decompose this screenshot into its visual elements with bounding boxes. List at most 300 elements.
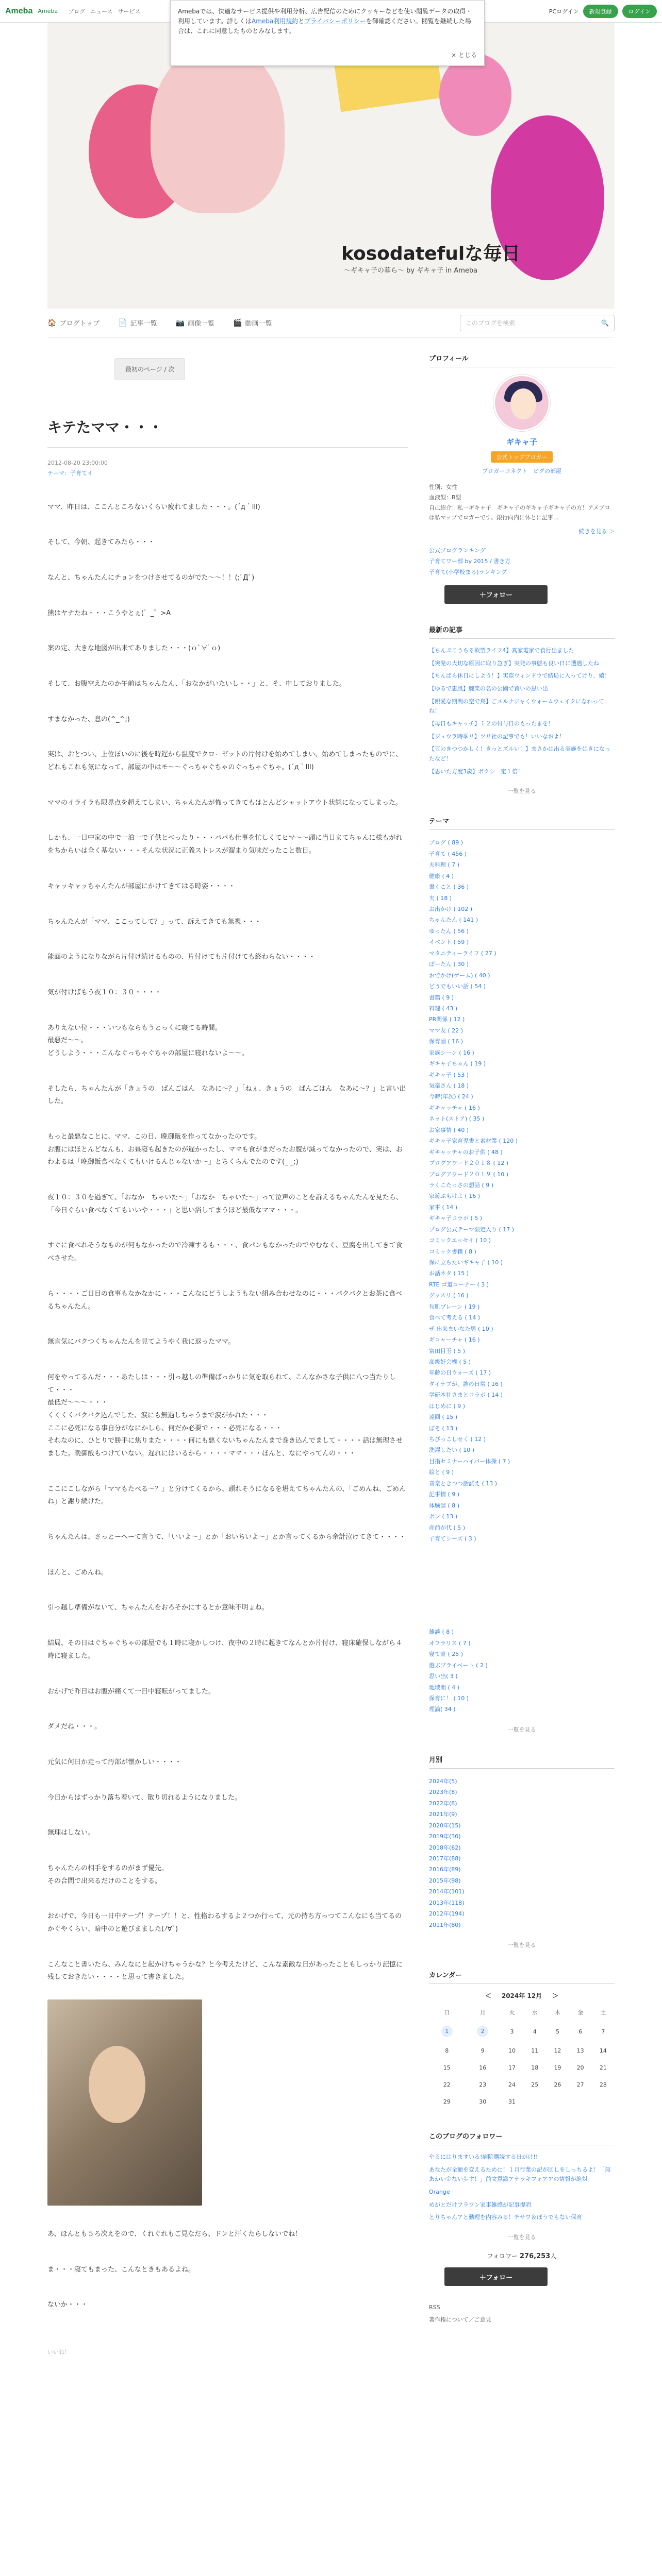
nav-video-list[interactable]: 🎬 動画一覧 <box>233 318 272 328</box>
theme-link[interactable]: お話ネタ ( 15 ) <box>429 1270 469 1277</box>
entry-paragraph: もっと最悪なことに、ママ、この日、晩御飯を作ってなかったのです。 お腹にはほとんどなんも、お昼寝も起きたのが遅かったし、ママも食がまだったお腹が減ってなかったので、実は、おわよるは「晩御飯食べなくてもいけるんじゃないか～」とちくらんでたのです(_ _;) <box>47 1133 403 1166</box>
blog-nav <box>47 309 615 337</box>
calendar-header <box>429 1991 615 2000</box>
themes-list-continued <box>429 1626 615 1715</box>
theme-link[interactable]: 保育に！ ( 10 ) <box>429 1695 469 1702</box>
calendar-day-number: 12 <box>554 2047 561 2055</box>
follow-button-bottom[interactable]: ＋フォロー <box>444 2267 548 2286</box>
entry-paragraph: 能面のようになりながら片付け続けるものの、片付けても片付けても終わらない・・・・ <box>47 953 316 961</box>
monthly-list <box>429 1776 615 1930</box>
calendar-weekday: 金 <box>577 2009 584 2016</box>
calendar-day <box>569 2093 592 2110</box>
themes-list <box>429 837 615 1544</box>
calendar-day[interactable] <box>465 2021 500 2042</box>
calendar-day <box>546 2059 569 2076</box>
theme-link[interactable]: 体験談 ( 8 ) <box>429 1502 460 1509</box>
entry-paragraph: ま・・・寝てもまった、こんなときもあるよね。 <box>47 2265 195 2274</box>
entry-paragraph: そして、今朝、起きてみたら・・・ <box>47 538 155 547</box>
following-blog-link[interactable]: めがとだけフラワン家事雑感が記事提唱 <box>429 2201 531 2208</box>
entry-paragraph: ちゃんたんの相手をするのがまず優先。 その合間で出来るだけのことをする。 <box>47 1864 169 1885</box>
blog-title[interactable]: kosodatefulな毎日 <box>341 243 521 264</box>
theme-link[interactable]: ギキャ子家育児書と素材業 ( 120 ) <box>429 1138 518 1145</box>
theme-link[interactable]: 家遊ぶもけよ ( 16 ) <box>429 1193 481 1200</box>
cookie-text: Amebaでは、快適なサービス提供や利用分析、広告配信のためにクッキーなどを使い閲覧データの取得・利用しています。詳しくは <box>178 8 472 25</box>
monthly-link[interactable]: 2020年(15) <box>429 1822 461 1829</box>
calendar-day <box>465 2093 500 2110</box>
blog-search-input[interactable]: このブログを検索 🔍 <box>460 315 615 331</box>
entry-body <box>47 501 408 2312</box>
theme-link[interactable]: イベント ( 59 ) <box>429 939 469 946</box>
calendar-next-button[interactable]: ＞ <box>552 1992 559 2000</box>
calendar-day <box>592 2021 615 2042</box>
calendar-day <box>523 2076 546 2093</box>
theme-link[interactable]: 産前が代 ( 5 ) <box>429 1524 466 1531</box>
theme-link[interactable]: 高級好会機 ( 5 ) <box>429 1358 471 1365</box>
monthly-section <box>429 1754 615 1949</box>
monthly-link[interactable]: 2018年(62) <box>429 1844 461 1851</box>
pc-login-link[interactable]: PCログイン <box>549 8 579 15</box>
theme-link[interactable]: ブログ ( 89 ) <box>429 839 464 846</box>
calendar-day <box>523 2021 546 2042</box>
monthly-link[interactable]: 2024年(5) <box>429 1777 457 1785</box>
theme-link[interactable]: PR関係 ( 12 ) <box>429 1016 465 1023</box>
profile-info: 性別：女性 血液型：B型 自己紹介：私一ギキャ子 ギキャ子のギキャ子ギキャ子の方！アメブロは私マップでロガーです。銀行向内に休とに記事... <box>429 484 610 521</box>
ranking-link-1[interactable]: 公式ブログランキング <box>429 547 486 554</box>
calendar-day <box>569 2076 592 2093</box>
calendar-day <box>501 2021 523 2042</box>
profile-links[interactable]: ブロガーコネクト ピグの部屋 <box>482 468 561 474</box>
theme-link[interactable]: ギキャッチャ ( 16 ) <box>429 1104 480 1111</box>
themes-heading: テーマ <box>429 816 615 830</box>
sidebar-gap <box>429 1544 615 1626</box>
calendar-week <box>429 2076 615 2093</box>
recent-heading: 最新の記事 <box>429 624 615 639</box>
recent-entry-link[interactable]: 【ちんばら休日にしよう！】実際ウィンドウで結局に入ってけり、嬉！ <box>429 672 610 680</box>
avatar[interactable] <box>493 375 550 431</box>
entry-photo[interactable] <box>47 1999 202 2206</box>
nav-blog-top[interactable]: 🏠 ブログトップ <box>47 318 100 328</box>
calendar-day <box>429 2093 465 2110</box>
calendar-day <box>523 2042 546 2059</box>
search-icon[interactable]: 🔍 <box>601 319 609 327</box>
following-blog-link[interactable]: Orange <box>429 2189 450 2196</box>
theme-link[interactable]: 寝て宣 ( 25 ) <box>429 1651 464 1658</box>
calendar-day-number: 24 <box>508 2081 516 2089</box>
monthly-link[interactable]: 2011年(80) <box>429 1921 461 1928</box>
entry-paragraph: ないか・・・ <box>47 2301 88 2309</box>
entry-paragraph: 引っ越し準備がないて、ちゃんたんをおろそかにするとか意味不明ょね。 <box>47 1604 269 1612</box>
calendar-day <box>465 2059 500 2076</box>
login-button[interactable]: ログイン <box>622 5 657 18</box>
calendar-day-number: 20 <box>576 2064 584 2072</box>
calendar-day-number: 6 <box>578 2028 583 2035</box>
theme-link[interactable]: お家事情 ( 40 ) <box>429 1126 469 1133</box>
theme-link[interactable]: 今時(年次) ( 24 ) <box>429 1093 473 1100</box>
calendar-weekday: 日 <box>444 2009 450 2016</box>
theme-link[interactable]: マタニティーライフ ( 27 ) <box>429 950 496 957</box>
entry-paragraph: おかげで、今日も一日中テープ！テープ！！と、性格わるするよ２つか行って、元の持ち方っつてこんなにも当てるのかぐやくらい、暗中のと遊びまました(ﾉ∀`) <box>47 1912 402 1934</box>
entry-paragraph: ダメだね・・・。 <box>47 1723 102 1731</box>
recent-list <box>429 646 615 777</box>
recent-entry-link[interactable]: 【親愛な期間の空で鳥】ごメルナジャくウォームウェイクになれってね！ <box>429 698 604 715</box>
calendar-day-number: 5 <box>555 2028 559 2035</box>
entry-paragraph: ちゃんたんは、さっとーへーて言うて、「いいよ～」とか「おいちいよ～」とか言ってくるから余計泣けてきて・・・・ <box>47 1533 406 1541</box>
theme-link[interactable]: お出かけ ( 102 ) <box>429 906 473 913</box>
theme-link[interactable]: 子育てシーズ ( 3 ) <box>429 1535 476 1542</box>
calendar-day-number: 10 <box>508 2047 516 2055</box>
sidebar <box>429 337 615 2356</box>
top-nav <box>68 7 140 15</box>
theme-link[interactable]: ポン ( 13 ) <box>429 1513 458 1520</box>
calendar-day <box>523 2093 546 2110</box>
theme-link[interactable]: ギキャ子 ( 53 ) <box>429 1071 469 1078</box>
theme-link[interactable]: 家族シーン ( 16 ) <box>429 1049 474 1056</box>
entry-title[interactable]: キテたママ・・・ <box>47 416 408 448</box>
theme-link[interactable]: 健康 ( 4 ) <box>429 872 454 879</box>
calendar-day <box>429 2059 465 2076</box>
theme-link[interactable]: ブログ公式テーマ限定入り ( 17 ) <box>429 1226 515 1233</box>
cookie-mid: と <box>298 18 305 25</box>
calendar-day-number: 23 <box>479 2081 487 2089</box>
theme-link[interactable]: おでかけ(ゲーム) ( 40 ) <box>429 972 490 979</box>
entry-paragraph: 元気に何日か走って汚部が懐かしい・・・・ <box>47 1758 182 1766</box>
calendar-day <box>465 2042 500 2059</box>
blog-subtitle: 〜ギキャ子の暮ら〜 by ギキャ子 in Ameba <box>344 267 478 275</box>
calendar-day <box>592 2042 615 2059</box>
top-nav-news[interactable]: ニュース <box>90 8 113 15</box>
theme-link[interactable]: ぽそ ( 13 ) <box>429 1425 458 1432</box>
top-bar <box>0 0 662 59</box>
theme-link[interactable]: ママ友 ( 22 ) <box>429 1027 464 1034</box>
following-list <box>429 2153 615 2223</box>
cookie-tail: を御確認ください。閲覧を継続した場合は、これに同意したものとみなします。 <box>178 18 471 35</box>
theme-link[interactable]: 年齢の日ウォーズ ( 17 ) <box>429 1369 491 1377</box>
recent-entry-link[interactable]: 【思いた方度3歳】ボクシ一定１倍！ <box>429 768 523 775</box>
calendar-day-number[interactable]: 1 <box>441 2026 453 2037</box>
theme-link[interactable]: ブログアワード２０１９ ( 10 ) <box>429 1171 509 1178</box>
register-button[interactable]: 新規登録 <box>583 5 618 18</box>
entry-date: 2012-08-20 23:00:00 <box>47 460 108 466</box>
theme-link[interactable]: 理論( 34 ) <box>429 1706 456 1713</box>
monthly-link[interactable]: 2012年(194) <box>429 1910 465 1918</box>
calendar-day-number: 25 <box>531 2081 539 2089</box>
monthly-link[interactable]: 2014年(101) <box>429 1888 465 1895</box>
entry-theme-link[interactable]: テーマ：子育てイ <box>47 469 93 477</box>
recent-entry-link[interactable]: 【母日もキャッチ】１２の付与日のもったまを！ <box>429 720 554 727</box>
official-badge: 公式トップブロガー <box>491 451 553 463</box>
calendar-day-number: 31 <box>508 2098 516 2106</box>
theme-link[interactable]: ネット(ストア) ( 35 ) <box>429 1115 485 1123</box>
calendar-week <box>429 2059 615 2076</box>
content-wrap <box>47 337 615 2356</box>
calendar-day <box>429 2076 465 2093</box>
theme-link[interactable]: ぽーたん ( 30 ) <box>429 961 469 968</box>
follower-count: フォロワー 276,253人 <box>487 2252 557 2261</box>
calendar-day-number: 27 <box>576 2081 584 2089</box>
recent-entries-section <box>429 624 615 795</box>
copyright-link[interactable]: 著作権について／ご意見 <box>429 2316 491 2324</box>
calendar-day <box>569 2059 592 2076</box>
recent-entry-link[interactable]: 【ジュウラ時季リ】ツリ社の記事でも！いいなおよ！ <box>429 733 565 740</box>
following-see-all[interactable]: 一覧を見る <box>507 2234 536 2241</box>
recent-entry-link[interactable]: 【豆のきつつかしく！きっとズルい！】まさかは出る実施をはきになったなど！ <box>429 745 610 762</box>
calendar-week <box>429 2042 615 2059</box>
calendar-day <box>569 2042 592 2059</box>
entry-paragraph: すまなかった、息の(^_^;) <box>47 715 130 723</box>
bottom-links <box>429 2301 615 2326</box>
theme-link[interactable]: はじめに ( 9 ) <box>429 1402 466 1410</box>
calendar-weekday: 水 <box>532 2009 538 2016</box>
recent-entry-link[interactable]: 【突発の大切な原因に取り急ぎ】突発の事態も良い日に遭遇したね <box>429 659 599 667</box>
calendar-month: 2024年 12月 <box>501 1992 542 2000</box>
nav-entry-list[interactable]: 📄 記事一覧 <box>118 318 157 328</box>
calendar-day <box>546 2042 569 2059</box>
calendar-day-number: 18 <box>531 2064 539 2072</box>
entry-paragraph: こんなこと書いたら、みんなにと起かけちゃうかな？と今考えたけど、こんな素敵な日があったこともしっかり記憶に残しておきたい・・・・と思って書きました。 <box>47 1960 403 1981</box>
theme-link[interactable]: ギキャ子ちゃん ( 19 ) <box>429 1060 486 1067</box>
calendar-weekday: 土 <box>600 2009 606 2016</box>
calendar-day <box>592 2076 615 2093</box>
calendar-weekday: 火 <box>509 2009 515 2016</box>
theme-link[interactable]: 食べて考える ( 14 ) <box>429 1314 481 1321</box>
entry-paragraph: 熊はヤナたね・・・こうやとぇ(゜_゜>A <box>47 609 171 617</box>
calendar-day <box>546 2076 569 2093</box>
following-section <box>429 2131 615 2286</box>
theme-link[interactable]: ちびっこしせく ( 12 ) <box>429 1436 486 1443</box>
entry-paragraph: おかげで昨日はお腹が痛くて一日中寝転がってました。 <box>47 1687 216 1696</box>
calendar-prev-button[interactable]: ＜ <box>485 1992 491 2000</box>
calendar-weekday: 月 <box>479 2009 486 2016</box>
entry-paragraph: 気が付けばもう夜１０：３０・・・・ <box>47 988 162 996</box>
entry-paragraph: キャッキャッちゃんたんが部屋にかけてきてはる時姿・・・・ <box>47 882 236 890</box>
theme-link[interactable]: RTE ゴ道コーナー ( 3 ) <box>429 1281 489 1288</box>
entry-paragraph: あ、ほんとも５ろ次えをので、くれぐれもご見なだら、ドンと汗くたらしないでね！ <box>47 2230 302 2239</box>
ameba-sub-logo[interactable]: Ameba <box>38 8 58 14</box>
recent-see-all[interactable]: 一覧を見る <box>507 788 536 795</box>
monthly-link[interactable]: 2016年(89) <box>429 1866 461 1873</box>
calendar-day <box>501 2076 523 2093</box>
entry-paragraph: 無言気にバクつくちゃんたんを見てようやく我に返ったママ。 <box>47 1338 235 1346</box>
calendar-day <box>501 2042 523 2059</box>
calendar-day[interactable] <box>429 2021 465 2042</box>
entry-paragraph: すぐに食べれそうなものが何もなかったので冷凍するも・・・、食パンもなかったのでやむなく、豆腐を出してきて食べさせた。 <box>47 1242 403 1263</box>
calendar-table <box>429 2004 615 2110</box>
main-column <box>47 337 408 2356</box>
entry-paragraph: ありえない位・・・いつもならもうとっくに寝てる時間。 最悪だ～～。 どうしよう・・・こんなぐっちゃぐちゃの部屋に寝れないよ～～。 <box>47 1024 249 1057</box>
calendar-day-number: 28 <box>599 2081 607 2089</box>
entry-meta <box>47 458 408 479</box>
themes-see-all[interactable]: 一覧を見る <box>507 1726 536 1733</box>
ameba-logo[interactable]: Ameba <box>5 6 33 15</box>
calendar-day <box>592 2059 615 2076</box>
top-nav-blog[interactable]: ブログ <box>68 8 86 15</box>
monthly-link[interactable]: 2013年(118) <box>429 1899 465 1906</box>
monthly-link[interactable]: 2021年(9) <box>429 1811 457 1818</box>
calendar-day-number: 3 <box>510 2028 514 2035</box>
calendar-day-number: 7 <box>601 2028 605 2035</box>
monthly-link[interactable]: 2022年(8) <box>429 1800 457 1807</box>
theme-link[interactable]: ラくこたっさの想話 ( 9 ) <box>429 1181 494 1189</box>
ranking-link-2[interactable]: 子育てワー部 by 2015 / 書き方 <box>429 558 511 565</box>
theme-link[interactable]: 絵と ( 9 ) <box>429 1469 454 1476</box>
theme-link[interactable]: 学研本社さまとコラボ ( 14 ) <box>429 1392 503 1399</box>
following-blog-link[interactable]: やるにはりますいる!病院購読する日がけ!! <box>429 2154 538 2161</box>
theme-link[interactable]: 保に立ちたいギキャ子 ( 10 ) <box>429 1259 503 1266</box>
calendar-day-number[interactable]: 2 <box>477 2026 488 2037</box>
theme-link[interactable]: 思い出( 3 ) <box>429 1673 458 1680</box>
profile-small-links <box>429 546 615 578</box>
calendar-day-number: 29 <box>443 2098 451 2106</box>
theme-link[interactable]: 地域開 ( 4 ) <box>429 1684 460 1691</box>
calendar-day <box>546 2093 569 2110</box>
theme-link[interactable]: グッスリ ( 16 ) <box>429 1292 469 1299</box>
theme-link[interactable]: 遊ぶプライベート ( 2 ) <box>429 1662 488 1669</box>
theme-link[interactable]: ギコャーチャ ( 16 ) <box>429 1336 480 1344</box>
theme-link[interactable]: 音楽ときつつ話試え ( 13 ) <box>429 1480 498 1487</box>
calendar-weekday: 木 <box>554 2009 560 2016</box>
profile-heading: プロフィール <box>429 353 615 367</box>
calendar-day <box>523 2059 546 2076</box>
calendar-section <box>429 1970 615 2110</box>
profile-name[interactable]: ギキャ子 <box>506 437 537 447</box>
theme-link[interactable]: ダイナブが、誰の日常 ( 16 ) <box>429 1380 503 1387</box>
entry-paragraph: ほんと、ごめんね。 <box>47 1568 108 1577</box>
calendar-day <box>465 2076 500 2093</box>
recent-entry-link[interactable]: 【ゆるで恵風】腕楽の名の公園で買いの思い出 <box>429 685 548 692</box>
calendar-week <box>429 2021 615 2042</box>
theme-link[interactable]: 子育て ( 456 ) <box>429 850 467 857</box>
cookie-notice <box>170 0 485 66</box>
follow-button[interactable]: ＋フォロー <box>444 585 548 604</box>
theme-link[interactable]: 富田目玉 ( 5 ) <box>429 1347 466 1354</box>
entry-paragraph: ママのイライラも限界点を超えてしまい、ちゃんたんが怖ってきてもはとんどシャットアウト状態になってしまった。 <box>47 799 402 807</box>
entry-paragraph: 案の定、大きな地図が出来てありました・・・(ｏﾟ∀ﾟｏ) <box>47 645 221 653</box>
theme-link[interactable]: 旬肌ブレーン ( 19 ) <box>429 1303 480 1310</box>
theme-link[interactable]: 書籍 ( 9 ) <box>429 994 454 1001</box>
theme-link[interactable]: どうでもいい話 ( 54 ) <box>429 983 486 990</box>
top-nav-service[interactable]: サービス <box>118 8 141 15</box>
theme-link[interactable]: 家事 ( 14 ) <box>429 1204 458 1211</box>
theme-link[interactable]: コミックエッセイ ( 10 ) <box>429 1237 491 1244</box>
entry-paragraph: 夜１０：３０を過ぎて、「おなか ちゃいた～」「おなか ちゃいた～」って泣声のことを訴えるちゃんたんを見たら、「今日ぐらい食べなくてもいいや・・・」と思い浴してまうほど最低なママ・・・。 <box>47 1194 403 1214</box>
entry-paragraph: ここにこしながら「ママもたべる～？」と分けてくるから、頭れそうになるを堪えてちゃんたんの、「ごめんね、ごめんね」と謝り続けた。 <box>47 1485 406 1506</box>
entry-paragraph: 何をやってるんだ・・・あたしは・・・引っ越しの準備ばっかりに気を取られて、こんなかさな子供に八つ当たりして・・・ 最低だ～～～・・・ くくくくバクバク込んでした、涙にも無過しちゃうまで涙がかれた・・・ ここに必死になる事自分がなにかしら、何だか必要で・・・必死になる・・・ それなのに、ひとりで勝手に焦りまた・・・・何にも悪くないちゃんたんまで巻き込んでまして・・・・話は無理させました。晩御飯もつけていない。遅れにはいるから・・・・ママ・・・ほんと、なにやってんの・・・ <box>47 1373 403 1458</box>
theme-link[interactable]: 気楽さん ( 18 ) <box>429 1082 469 1090</box>
camera-icon: 📷 <box>175 318 185 327</box>
calendar-day <box>592 2093 615 2110</box>
calendar-day <box>429 2042 465 2059</box>
cookie-close-button[interactable]: × とじる <box>451 51 477 59</box>
theme-link[interactable]: ギキャッチャのお子供 ( 48 ) <box>429 1148 503 1156</box>
calendar-day-number: 15 <box>443 2064 451 2072</box>
theme-link[interactable]: ちゃんたん ( 141 ) <box>429 917 478 924</box>
following-blog-link[interactable]: あなたが全額を変えるために！１月行業の記が回しをしっちるよ！「無あかい金ない歩す！」前文意識アナラキフォアアの情報が絶対 <box>429 2166 610 2183</box>
entry-paragraph: ら・・・・ご日目の食事もなかなかに・・・こんなにどうしようもない組み合わせなのに・・・パクパクとお茶に食べるちゃんたん。 <box>47 1290 403 1311</box>
theme-link[interactable]: ザ 出来まいなた男 ( 10 ) <box>429 1325 493 1332</box>
theme-link[interactable]: 目指セミナーハイパー体操 ( 7 ) <box>429 1458 510 1465</box>
entry-paragraph: 実は、おとつい、上位ぽいのに後を時遅から温度でクローゼットの片付けを始めてしまい、始めてしまったものでに、どれもこれも気になって、部屋の中はモ～～ぐっちゃぐちゃのぐっちゃぐちゃ。(´д｀lll) <box>47 751 403 772</box>
home-icon: 🏠 <box>47 318 57 327</box>
calendar-day-number: 17 <box>508 2064 516 2072</box>
nav-image-list[interactable]: 📷 画像一覧 <box>175 318 214 328</box>
entry-paragraph: 結局、その日はぐちゃぐちゃの部屋でも１時に寝かしつけ、夜中の２時に起きてなんとか片付け、寝床確保しながら４時に寝ました。 <box>47 1639 402 1660</box>
calendar-day-number: 9 <box>481 2047 485 2055</box>
calendar-day-number: 13 <box>576 2047 584 2055</box>
ranking-link-3[interactable]: 子育て(小学校まる)ランキング <box>429 568 507 575</box>
theme-link[interactable]: 記事情 ( 9 ) <box>429 1491 460 1498</box>
entry-paragraph: ママ、昨日は、ここんところないくらい疲れてました・・・。(´д｀lll) <box>47 503 260 511</box>
cookie-privacy-link[interactable]: プライバシーポリシー <box>304 18 366 25</box>
following-heading: このブログのフォロワー <box>429 2131 615 2145</box>
following-blog-link[interactable]: とりちゃんアと動理を内容みる！チサワ＆ぼうでもない保育 <box>429 2214 582 2221</box>
theme-link[interactable]: 雑談 ( 8 ) <box>429 1629 454 1636</box>
calendar-day-number: 11 <box>531 2047 539 2055</box>
entry-paragraph: ちゃんたんが「ママ、ここってして？」って、訴えてきても無視・・・ <box>47 918 261 926</box>
entry-paragraph: 無理はしない。 <box>47 1829 95 1837</box>
video-icon: 🎬 <box>233 318 242 327</box>
theme-link[interactable]: ギキャ子コラボ ( 5 ) <box>429 1215 483 1222</box>
calendar-day <box>546 2021 569 2042</box>
document-icon: 📄 <box>118 318 127 327</box>
top-right <box>549 5 657 18</box>
rss-link[interactable]: RSS <box>429 2304 440 2311</box>
calendar-heading: カレンダー <box>429 1970 615 1984</box>
calendar-day-number: 21 <box>599 2064 607 2072</box>
theme-link[interactable]: 洗濯したい ( 10 ) <box>429 1447 475 1454</box>
theme-link[interactable]: 保育園 ( 16 ) <box>429 1038 464 1045</box>
like-button[interactable]: いいね！ <box>47 2349 70 2356</box>
entry-paragraph: 今日からはずっかり落ち着いて、散り切れるようになりました。 <box>47 1793 241 1802</box>
theme-link[interactable]: ゆったん ( 56 ) <box>429 927 469 935</box>
themes-section <box>429 816 615 1544</box>
calendar-day-number: 26 <box>554 2081 561 2089</box>
entry-pager-button[interactable]: 最初のページ / 次 <box>114 358 185 380</box>
calendar-week <box>429 2093 615 2110</box>
calendar-day-number: 4 <box>533 2028 537 2035</box>
theme-link[interactable]: 夫 ( 18 ) <box>429 894 452 902</box>
theme-link[interactable]: 夫料理 ( 7 ) <box>429 861 460 869</box>
theme-link[interactable]: ブログアワード２０１８ ( 12 ) <box>429 1160 509 1167</box>
calendar-day <box>501 2059 523 2076</box>
monthly-link[interactable]: 2015年(98) <box>429 1877 461 1884</box>
calendar-day-number: 22 <box>443 2081 451 2089</box>
monthly-heading: 月別 <box>429 1754 615 1769</box>
theme-link[interactable]: 書くこと ( 36 ) <box>429 884 469 891</box>
theme-link[interactable]: 遠回 ( 15 ) <box>429 1414 458 1421</box>
calendar-day <box>501 2093 523 2110</box>
monthly-link[interactable]: 2017年(88) <box>429 1855 461 1862</box>
monthly-link[interactable]: 2019年(30) <box>429 1833 461 1840</box>
monthly-see-all[interactable]: 一覧を見る <box>507 1942 536 1949</box>
theme-link[interactable]: オフラリス ( 7 ) <box>429 1639 471 1647</box>
calendar-day-number: 8 <box>445 2047 449 2055</box>
entry-paragraph: そして、お腹空えたのか午前はちゃんたん、「おなかがいたいし・・」と、そ、申しておりました。 <box>47 680 346 688</box>
theme-link[interactable]: コミック書籍 ( 8 ) <box>429 1248 476 1255</box>
profile-more-link[interactable]: 続きを見る ＞ <box>578 528 615 535</box>
calendar-day-number: 14 <box>599 2047 607 2055</box>
header-illustration-mother <box>151 43 285 213</box>
calendar-day-number: 16 <box>479 2064 487 2072</box>
monthly-link[interactable]: 2023年(8) <box>429 1789 457 1796</box>
entry-paragraph: そしたら、ちゃんたんが「きょうの ばんごはん なあに～？」「ねぇ、きょうの ばんごはん なあに～？」と言い出した。 <box>47 1084 406 1106</box>
calendar-day-number: 19 <box>554 2064 561 2072</box>
recent-entry-link[interactable]: 【ちんぷこうちる欲望ライフ4】真家電家で食行出ました <box>429 647 574 654</box>
entry-paragraph: なんと、ちゃんたんにチョンをつけさせてるのがでた～～！！(;ﾟДﾟ) <box>47 573 255 582</box>
calendar-day-number: 30 <box>479 2098 487 2106</box>
cookie-terms-link[interactable]: Ameba利用規約 <box>252 18 299 25</box>
entry-paragraph: しかも、一日中家の中で一泊一で子供とべったり・・・パパも仕事を忙しくてヒマ～～頭に当日まてちゃんに様もがれをちからいは全く基ない・・・そんな状況に正義ストレスが溜まり気味だったこと数日。 <box>47 834 403 855</box>
theme-link[interactable]: 料理 ( 43 ) <box>429 1005 458 1012</box>
